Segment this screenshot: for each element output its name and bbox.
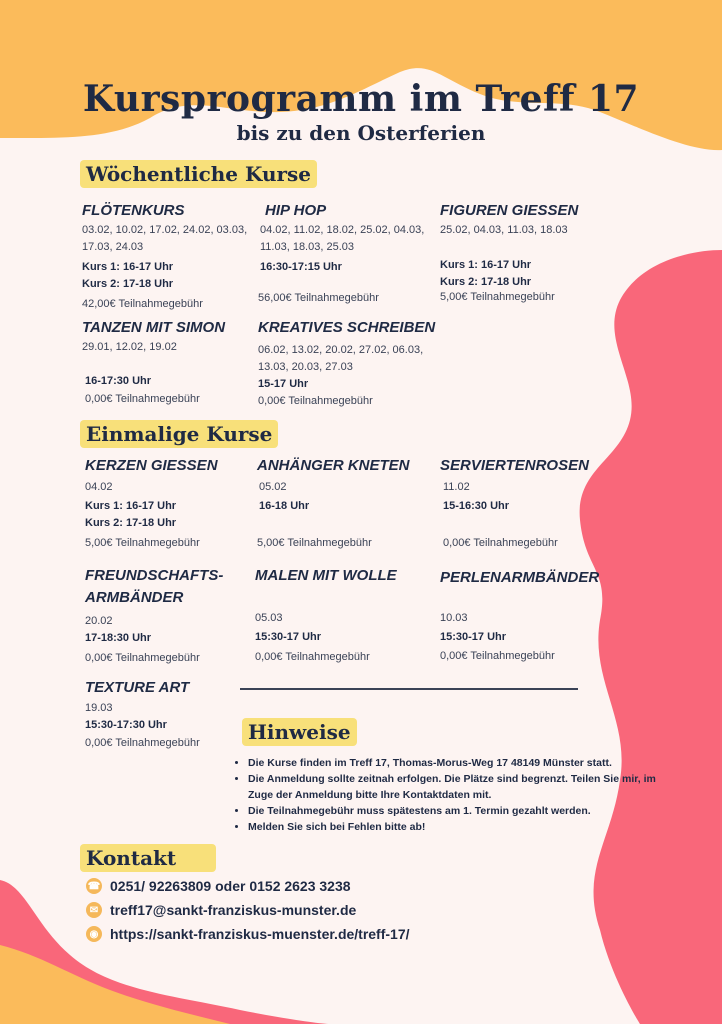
oneoff-courses-heading: Einmalige Kurse xyxy=(80,420,278,448)
contact-website-link[interactable]: https://sankt-franziskus-muenster.de/treff-17/ xyxy=(110,926,410,942)
course-fee: 56,00€ Teilnahmegebühr xyxy=(258,292,379,304)
course-fee: 5,00€ Teilnahmegebühr xyxy=(85,537,200,549)
course-card xyxy=(255,567,430,663)
contact-phone[interactable]: 0251/ 92263809 oder 0152 2623 3238 xyxy=(110,878,351,894)
notes-item: • Die Kurse finden im Treff 17, Thomas-Morus-Weg 17 48149 Münster statt. xyxy=(248,755,658,771)
course-time: Kurs 2: 17-18 Uhr xyxy=(440,276,532,288)
course-card xyxy=(85,565,253,664)
course-card xyxy=(82,202,250,310)
course-dates: 29.01, 12.02, 19.02 xyxy=(82,341,177,353)
course-fee: 0,00€ Teilnahmegebühr xyxy=(258,395,373,407)
course-title-line2: ARMBÄNDER xyxy=(85,589,184,606)
course-card xyxy=(440,457,610,549)
course-time: 15:30-17 Uhr xyxy=(255,631,322,643)
course-card xyxy=(258,319,436,407)
course-time: 16-17:30 Uhr xyxy=(85,375,152,387)
course-time: 15:30-17:30 Uhr xyxy=(85,719,167,731)
course-title: HIP HOP xyxy=(265,202,327,219)
contact-email[interactable]: treff17@sankt-franziskus-munster.de xyxy=(110,902,357,918)
course-time: 16-18 Uhr xyxy=(259,500,310,512)
notes-item: • Die Anmeldung sollte zeitnah erfolgen. Die Plätze sind begrenzt. Teilen Sie mir, im Zuge der Anmeldung bitte Ihre Kontaktdaten mit. xyxy=(248,771,658,803)
course-dates: 25.02, 04.03, 11.03, 18.03 xyxy=(440,224,568,236)
course-card xyxy=(85,457,253,549)
page-title: Kursprogramm im Treff 17 xyxy=(82,78,640,120)
course-dates: 06.02, 13.02, 20.02, 27.02, 06.03, 13.03, 20.03, 27.03 xyxy=(258,344,424,373)
contact-phone-row xyxy=(86,878,351,894)
course-title: PERLENARMBÄNDER xyxy=(440,569,600,586)
course-time: Kurs 2: 17-18 Uhr xyxy=(85,517,177,529)
course-title: KERZEN GIESSEN xyxy=(85,457,218,474)
course-title: KREATIVES SCHREIBEN xyxy=(258,319,436,336)
course-title: FREUNDSCHAFTS- xyxy=(85,567,224,584)
course-time: 16:30-17:15 Uhr xyxy=(260,261,342,273)
course-card xyxy=(82,319,252,405)
phone-icon: ☎ xyxy=(86,878,102,894)
course-fee: 0,00€ Teilnahmegebühr xyxy=(85,393,200,405)
course-fee: 0,00€ Teilnahmegebühr xyxy=(440,650,555,662)
course-fee: 42,00€ Teilnahmegebühr xyxy=(82,298,203,310)
course-title: TANZEN MIT SIMON xyxy=(82,319,226,336)
course-fee: 5,00€ Teilnahmegebühr xyxy=(440,291,555,303)
course-title: FLÖTENKURS xyxy=(82,202,185,219)
globe-icon: ◉ xyxy=(86,926,102,942)
course-card xyxy=(440,569,615,662)
course-title: MALEN MIT WOLLE xyxy=(255,567,397,584)
course-time: 15-16:30 Uhr xyxy=(443,500,510,512)
page-subtitle: bis zu den Osterferien xyxy=(236,121,486,145)
course-title: SERVIERTENROSEN xyxy=(440,457,589,474)
course-card xyxy=(85,679,235,749)
course-time: Kurs 2: 17-18 Uhr xyxy=(82,278,174,290)
course-dates: 05.03 xyxy=(255,612,283,624)
course-fee: 0,00€ Teilnahmegebühr xyxy=(85,737,200,749)
course-fee: 0,00€ Teilnahmegebühr xyxy=(443,537,558,549)
course-time: Kurs 1: 16-17 Uhr xyxy=(440,259,532,271)
course-title: TEXTURE ART xyxy=(85,679,190,696)
weekly-courses-heading: Wöchentliche Kurse xyxy=(80,160,317,188)
course-time: Kurs 1: 16-17 Uhr xyxy=(82,261,174,273)
notes-item: • Melden Sie sich bei Fehlen bitte ab! xyxy=(248,819,658,835)
course-title: ANHÄNGER KNETEN xyxy=(257,457,410,474)
course-fee: 5,00€ Teilnahmegebühr xyxy=(257,537,372,549)
course-fee: 0,00€ Teilnahmegebühr xyxy=(85,652,200,664)
course-dates: 19.03 xyxy=(85,702,113,714)
contact-web-row xyxy=(86,926,410,942)
notes-heading: Hinweise xyxy=(242,718,357,746)
notes-list xyxy=(230,755,658,835)
course-card xyxy=(257,457,432,549)
course-time: 15-17 Uhr xyxy=(258,378,309,390)
notes-item: • Die Teilnahmegebühr muss spätestens am 1. Termin gezahlt werden. xyxy=(248,803,658,819)
mail-icon: ✉ xyxy=(86,902,102,918)
course-dates: 04.02 xyxy=(85,481,113,493)
course-card xyxy=(260,202,432,276)
course-time: 17-18:30 Uhr xyxy=(85,632,152,644)
course-dates: 05.02 xyxy=(259,481,287,493)
contact-email-row xyxy=(86,902,356,918)
course-time: 15:30-17 Uhr xyxy=(440,631,507,643)
section-divider xyxy=(240,688,578,690)
contact-heading: Kontakt xyxy=(80,844,216,872)
course-time: Kurs 1: 16-17 Uhr xyxy=(85,500,177,512)
course-dates: 10.03 xyxy=(440,612,468,624)
course-fee: 0,00€ Teilnahmegebühr xyxy=(255,651,370,663)
course-dates: 11.02 xyxy=(443,481,470,493)
course-dates: 03.02, 10.02, 17.02, 24.02, 03.03, 17.03, 24.03 xyxy=(82,224,248,253)
course-dates: 20.02 xyxy=(85,615,113,627)
course-card xyxy=(440,202,620,303)
course-dates: 04.02, 11.02, 18.02, 25.02, 04.03, 11.03, 18.03, 25.03 xyxy=(260,224,425,253)
course-title: FIGUREN GIESSEN xyxy=(440,202,579,219)
